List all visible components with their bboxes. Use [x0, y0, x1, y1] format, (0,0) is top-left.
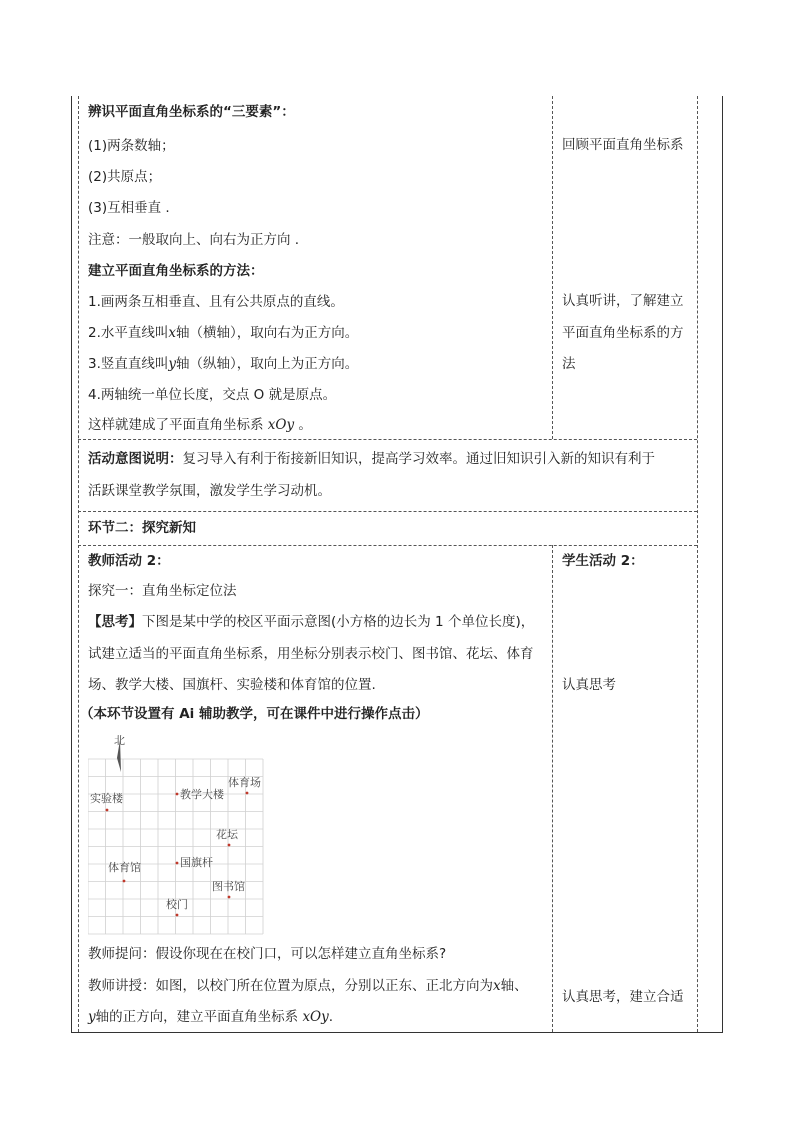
student-listen-line-1: 认真听讲，了解建立	[562, 293, 684, 309]
intent-line-2: 活跃课堂教学氛围，激发学生学习动机。	[88, 483, 331, 499]
inner-border-left	[78, 96, 79, 1032]
label-stadium: 体育场	[228, 776, 261, 789]
inner-border-right	[697, 96, 698, 1032]
stadium-dot	[246, 792, 249, 795]
ai-assist-note: （本环节设置有 Ai 辅助教学，可在课件中进行操作点击）	[80, 706, 429, 722]
direction-note: 注意：一般取向上、向右为正方向 .	[88, 232, 300, 248]
student-review-text: 回顾平面直角坐标系	[562, 137, 684, 153]
gate-dot	[176, 914, 179, 917]
label-library: 图书馆	[212, 880, 245, 893]
row-divider-2	[78, 511, 697, 512]
think-line-3: 场、教学大楼、国旗杆、实验楼和体育馆的位置.	[88, 677, 376, 693]
garden-dot	[228, 844, 231, 847]
teacher-question: 教师提问：假设你现在在校门口，可以怎样建立直角坐标系?	[88, 946, 447, 962]
gym-dot	[123, 880, 126, 883]
teacher-activity-2-header: 教师活动 2：	[88, 553, 170, 569]
y-variable: y	[168, 356, 177, 372]
column-divider-1	[552, 96, 553, 439]
element-item-1: (1)两条数轴；	[88, 138, 175, 154]
label-gym: 体育馆	[108, 861, 141, 874]
explore-one-title: 探究一：直角坐标定位法	[88, 583, 237, 599]
method-step-1: 1.画两条互相垂直、且有公共原点的直线。	[88, 294, 344, 310]
stage-2-title: 环节二：探究新知	[88, 520, 196, 536]
table-border-right	[722, 96, 723, 1032]
method-heading: 建立平面直角坐标系的方法：	[88, 263, 264, 279]
student-listen-line-3: 法	[562, 356, 576, 372]
label-teaching: 教学大楼	[180, 788, 224, 801]
student-activity-2-header: 学生活动 2：	[562, 553, 644, 569]
x-variable: x	[168, 325, 177, 341]
teaching-dot	[176, 793, 179, 796]
method-step-2: 2.水平直线叫x轴（横轴），取向右为正方向。	[88, 325, 359, 341]
method-step-4: 4.两轴统一单位长度，交点 O 就是原点。	[88, 387, 337, 403]
student-listen-line-2: 平面直角坐标系的方	[562, 325, 684, 341]
teacher-explain-line-1: 教师讲授：如图，以校门所在位置为原点，分别以正东、正北方向为x轴、	[88, 978, 528, 994]
table-border-bottom	[71, 1032, 723, 1033]
think-line-2: 试建立适当的平面直角坐标系，用坐标分别表示校门、图书馆、花坛、体育	[88, 646, 534, 662]
element-item-3: (3)互相垂直 .	[88, 200, 170, 216]
row-divider-1	[78, 439, 697, 440]
intent-label: 活动意图说明：	[88, 451, 183, 467]
think-line-1: 【思考】下图是某中学的校区平面示意图(小方格的边长为 1 个单位长度)，	[88, 614, 535, 630]
campus-map-figure	[88, 735, 268, 935]
label-gate: 校门	[166, 898, 188, 911]
table-border-left	[71, 96, 72, 1032]
label-flag: 国旗杆	[180, 856, 213, 869]
three-elements-heading: 辨识平面直角坐标系的“三要素”：	[88, 104, 295, 120]
lab-dot	[106, 809, 109, 812]
method-summary: 这样就建成了平面直角坐标系 xOy 。	[88, 417, 312, 433]
column-divider-2	[552, 545, 553, 1032]
student-think-build-text: 认真思考，建立合适	[562, 989, 684, 1005]
think-label: 【思考】	[88, 614, 142, 630]
student-think-text: 认真思考	[562, 677, 616, 693]
row-divider-3	[78, 545, 697, 546]
library-dot	[228, 896, 231, 899]
element-item-2: (2)共原点；	[88, 169, 162, 185]
intent-line-1: 活动意图说明：复习导入有利于衔接新旧知识，提高学习效率。通过旧知识引入新的知识有利于	[88, 451, 655, 467]
flag-dot	[176, 862, 179, 865]
north-label: 北	[114, 734, 125, 747]
method-step-3: 3.竖直直线叫y轴（纵轴），取向上为正方向。	[88, 356, 359, 372]
label-lab: 实验楼	[90, 792, 123, 805]
teacher-explain-line-2: y轴的正方向，建立平面直角坐标系 xOy.	[88, 1009, 334, 1025]
label-garden: 花坛	[216, 828, 238, 841]
